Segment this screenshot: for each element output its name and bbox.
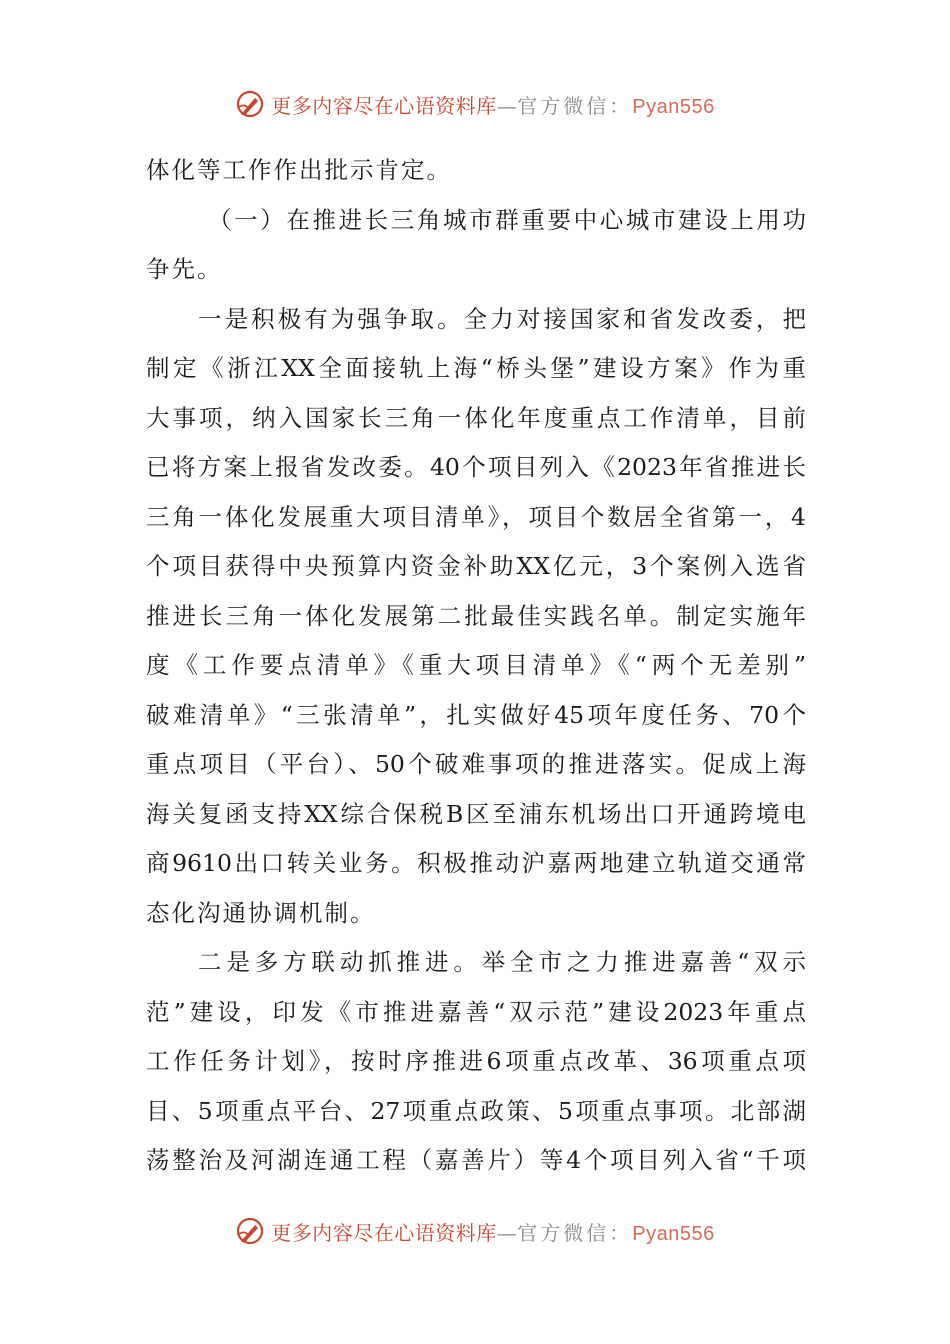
- watermark-text: [271, 90, 714, 119]
- paragraph-end: 态化沟通协调机制。: [146, 898, 376, 927]
- text-line: 已将方案上报省发改委。40个项目列入《2023年省推进长: [146, 453, 806, 481]
- section-heading-continued: 争先。: [146, 255, 223, 283]
- watermark-brand: 更多内容尽在心语资料库: [271, 93, 497, 118]
- text-line: 工作任务计划》，按时序推进6项重点改革、36项重点项: [146, 1047, 806, 1075]
- text-line: 范”建设，印发《市推进嘉善“双示范”建设2023年重点: [146, 997, 806, 1026]
- text-line: 制定《浙江XX全面接轨上海“桥头堡”建设方案》作为重: [146, 354, 806, 382]
- pen-logo-icon: [235, 89, 265, 119]
- text-line: 体化等工作作出批示肯定。: [146, 156, 452, 184]
- text-line: 度《工作要点清单》《重大项目清单》《“两个无差别”: [146, 651, 806, 679]
- document-body: [146, 146, 806, 1186]
- text-line: 个项目获得中央预算内资金补助XX亿元，3个案例入选省: [146, 552, 806, 580]
- text-line: 重点项目（平台）、50个破难事项的推进落实。促成上海: [146, 750, 806, 778]
- text-line: 商9610出口转关业务。积极推动沪嘉两地建立轨道交通常: [146, 849, 806, 877]
- watermark-account: Pyan556: [632, 95, 715, 118]
- watermark-brand: 更多内容尽在心语资料库: [271, 1220, 497, 1245]
- text-line: 目、5项重点平台、27项重点政策、5项重点事项。北部湖: [146, 1096, 806, 1125]
- watermark-label: 官方微信：: [517, 93, 633, 118]
- paragraph-start: 一是积极有为强争取。全力对接国家和省发改委，把: [198, 304, 806, 333]
- text-line: 荡整治及河湖连通工程（嘉善片）等4个项目列入省“千项: [146, 1146, 806, 1174]
- text-line: 海关复函支持XX综合保税B区至浦东机场出口开通跨境电: [146, 799, 806, 828]
- text-line: 大事项，纳入国家长三角一体化年度重点工作清单，目前: [146, 403, 806, 432]
- pen-logo-icon: [235, 1216, 265, 1246]
- text-line: 推进长三角一体化发展第二批最佳实践名单。制定实施年: [146, 601, 806, 630]
- watermark-header: [0, 84, 950, 124]
- section-heading: （一）在推进长三角城市群重要中心城市建设上用功: [208, 205, 806, 234]
- watermark-account: Pyan556: [632, 1222, 715, 1245]
- watermark-dash: —: [496, 93, 518, 118]
- text-line: 三角一体化发展重大项目清单》，项目个数居全省第一，4: [146, 502, 806, 531]
- paragraph-start: 二是多方联动抓推进。举全市之力推进嘉善“双示: [198, 948, 806, 976]
- watermark-footer: [0, 1211, 950, 1251]
- watermark-dash: —: [496, 1220, 518, 1245]
- watermark-text: [271, 1217, 714, 1246]
- text-line: 破难清单》“三张清单”，扎实做好45项年度任务、70个: [146, 700, 806, 729]
- watermark-label: 官方微信：: [517, 1220, 633, 1245]
